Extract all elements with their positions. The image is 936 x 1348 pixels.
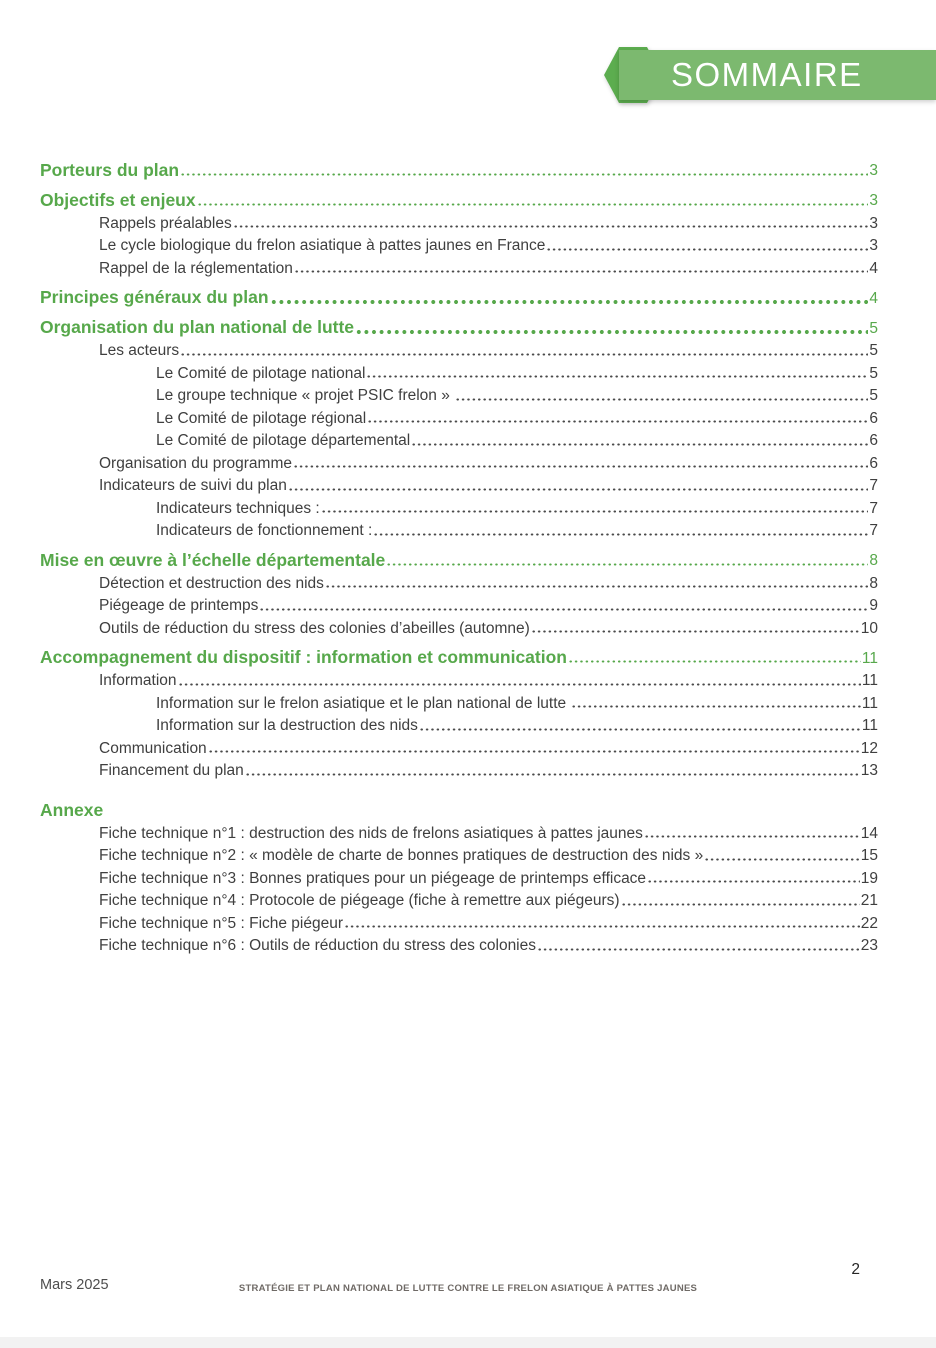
toc-entry[interactable] (40, 450, 878, 473)
toc-entry[interactable] (40, 758, 878, 781)
dotted-leader (325, 570, 868, 593)
toc-entry-label: Fiche technique n°3 : Bonnes pratiques pour un piégeage de printemps efficace (99, 869, 647, 887)
toc-entry-label: Fiche technique n°1 : destruction des nids de frelons asiatiques à pattes jaunes (99, 824, 643, 842)
toc-entry[interactable] (40, 383, 878, 406)
toc-entry[interactable] (40, 820, 878, 843)
toc-entry-label: Objectifs et enjeux (40, 189, 196, 210)
toc-entry-label: Piégeage de printemps (99, 597, 259, 615)
toc-entry-label: Les acteurs (99, 342, 180, 360)
dotted-leader (294, 255, 868, 278)
footer-document-title: STRATÉGIE ET PLAN NATIONAL DE LUTTE CONTRE LE FRELON ASIATIQUE À PATTES JAUNES (238, 1283, 698, 1294)
dotted-leader (259, 593, 868, 616)
dotted-leader (366, 360, 868, 383)
dotted-leader (180, 150, 868, 180)
toc-entry-page: 22 (860, 914, 878, 932)
toc-entry-label: Fiche technique n°5 : Fiche piégeur (99, 914, 344, 932)
dotted-leader (197, 180, 869, 210)
toc-entry[interactable] (40, 570, 878, 593)
dotted-leader (373, 518, 868, 541)
table-of-contents (40, 150, 878, 955)
dotted-leader (704, 843, 860, 866)
toc-entry-page: 5 (869, 364, 878, 382)
dotted-leader (355, 308, 868, 338)
toc-entry-label: Indicateurs de fonctionnement : (156, 522, 373, 540)
banner-title: SOMMAIRE (671, 56, 863, 93)
toc-entry-label: Détection et destruction des nids (99, 574, 324, 592)
toc-entry-page: 9 (869, 597, 878, 615)
dotted-leader (321, 495, 869, 518)
toc-entry-page: 5 (869, 319, 878, 337)
toc-entry[interactable] (40, 690, 878, 713)
toc-entry-page: 3 (869, 192, 878, 210)
toc-entry[interactable] (40, 638, 878, 668)
toc-entry[interactable] (40, 338, 878, 361)
dotted-leader (178, 668, 861, 691)
toc-entry-page: 6 (869, 432, 878, 450)
toc-entry-page: 3 (869, 162, 878, 180)
dotted-leader (293, 450, 868, 473)
toc-entry[interactable] (40, 615, 878, 638)
toc-entry[interactable] (40, 405, 878, 428)
toc-entry[interactable] (40, 888, 878, 911)
viewer-bottom-strip (0, 1337, 936, 1348)
toc-entry-page: 5 (869, 387, 878, 405)
footer-date: Mars 2025 (40, 1277, 109, 1293)
toc-entry-label: Fiche technique n°4 : Protocole de piégeage (fiche à remettre aux piégeurs) (99, 892, 620, 910)
toc-entry[interactable] (40, 843, 878, 866)
toc-entry-page: 11 (861, 717, 878, 735)
toc-main-list (40, 150, 878, 780)
dotted-leader (621, 888, 860, 911)
toc-entry-label: Le Comité de pilotage départemental (156, 432, 411, 450)
dotted-leader (180, 338, 868, 361)
annexe-list (40, 820, 878, 955)
toc-entry[interactable] (40, 180, 878, 210)
toc-entry-page: 21 (860, 892, 878, 910)
toc-entry-label: Le cycle biologique du frelon asiatique à pattes jaunes en France (99, 237, 546, 255)
toc-entry-label: Rappels préalables (99, 214, 232, 232)
dotted-leader (568, 638, 861, 668)
toc-entry-page: 11 (861, 672, 878, 690)
toc-entry[interactable] (40, 713, 878, 736)
toc-entry-label: Principes généraux du plan (40, 287, 269, 308)
toc-entry[interactable] (40, 933, 878, 956)
dotted-leader (419, 713, 861, 736)
toc-entry-label: Communication (99, 739, 207, 757)
toc-entry[interactable] (40, 255, 878, 278)
toc-entry-label: Indicateurs de suivi du plan (99, 477, 287, 495)
toc-entry-label: Information sur la destruction des nids (156, 717, 418, 735)
dotted-leader (386, 540, 868, 570)
toc-entry-page: 11 (861, 694, 878, 712)
toc-entry-label: Organisation du programme (99, 454, 292, 472)
toc-entry-page: 3 (869, 214, 878, 232)
toc-entry-page: 6 (869, 454, 878, 472)
toc-entry-label: Accompagnement du dispositif : information et communication (40, 647, 567, 668)
toc-entry[interactable] (40, 278, 878, 308)
toc-entry[interactable] (40, 495, 878, 518)
toc-entry[interactable] (40, 518, 878, 541)
toc-entry-page: 14 (860, 824, 878, 842)
toc-entry-page: 19 (860, 869, 878, 887)
toc-entry-label: Le Comité de pilotage national (156, 364, 366, 382)
toc-entry[interactable] (40, 308, 878, 338)
toc-entry-label: Outils de réduction du stress des colonies d’abeilles (automne) (99, 619, 530, 637)
toc-entry-page: 10 (860, 619, 878, 637)
dotted-leader (245, 758, 860, 781)
toc-entry[interactable] (40, 735, 878, 758)
toc-entry[interactable] (40, 210, 878, 233)
toc-entry-label: Fiche technique n°2 : « modèle de charte de bonnes pratiques de destruction des nids » (99, 847, 704, 865)
dotted-leader (546, 233, 868, 256)
dotted-leader (288, 473, 869, 496)
toc-entry[interactable] (40, 233, 878, 256)
toc-entry-page: 8 (869, 574, 878, 592)
toc-entry-page: 4 (869, 259, 878, 277)
toc-entry-page: 12 (860, 739, 878, 757)
footer-page-number: 2 (851, 1261, 860, 1278)
toc-entry-label: Le Comité de pilotage régional (156, 409, 367, 427)
dotted-leader (344, 910, 860, 933)
toc-entry-label: Organisation du plan national de lutte (40, 317, 355, 338)
annexe-heading: Annexe (40, 799, 104, 820)
toc-entry-page: 4 (869, 289, 878, 307)
toc-entry-label: Mise en œuvre à l’échelle départementale (40, 549, 386, 570)
dotted-leader (411, 428, 868, 451)
dotted-leader (367, 405, 868, 428)
toc-entry-page: 3 (869, 237, 878, 255)
toc-entry[interactable] (40, 473, 878, 496)
dotted-leader (531, 615, 860, 638)
toc-entry[interactable] (40, 668, 878, 691)
toc-entry-page: 23 (860, 937, 878, 955)
toc-entry-label: Information (99, 672, 177, 690)
sommaire-banner (619, 50, 936, 100)
toc-entry[interactable] (40, 865, 878, 888)
toc-entry-page: 8 (869, 552, 878, 570)
toc-entry[interactable] (40, 150, 878, 180)
toc-entry-page: 7 (869, 477, 878, 495)
toc-entry-page: 13 (860, 762, 878, 780)
toc-entry-page: 7 (869, 522, 878, 540)
dotted-leader (208, 735, 860, 758)
dotted-leader (537, 933, 860, 956)
dotted-leader (270, 278, 869, 308)
toc-entry[interactable] (40, 593, 878, 616)
toc-entry-page: 5 (869, 342, 878, 360)
toc-entry-label: Le groupe technique « projet PSIC frelon » (156, 387, 455, 405)
toc-entry-page: 11 (861, 649, 878, 667)
toc-entry-page: 7 (869, 499, 878, 517)
toc-entry-label: Information sur le frelon asiatique et le plan national de lutte (156, 694, 571, 712)
toc-entry[interactable] (40, 360, 878, 383)
toc-entry-label: Fiche technique n°6 : Outils de réduction du stress des colonies (99, 937, 536, 955)
toc-entry-label: Porteurs du plan (40, 159, 180, 180)
dotted-leader (647, 865, 860, 888)
toc-entry-page: 6 (869, 409, 878, 427)
toc-entry-page: 15 (860, 847, 878, 865)
dotted-leader (644, 820, 860, 843)
toc-entry-label: Financement du plan (99, 762, 244, 780)
dotted-leader (571, 690, 860, 713)
toc-entry-label: Indicateurs techniques : (156, 499, 320, 517)
toc-entry-label: Rappel de la réglementation (99, 259, 293, 277)
dotted-leader (233, 210, 869, 233)
dotted-leader (455, 383, 868, 406)
toc-entry[interactable] (40, 910, 878, 933)
toc-entry[interactable] (40, 428, 878, 451)
toc-entry[interactable] (40, 540, 878, 570)
